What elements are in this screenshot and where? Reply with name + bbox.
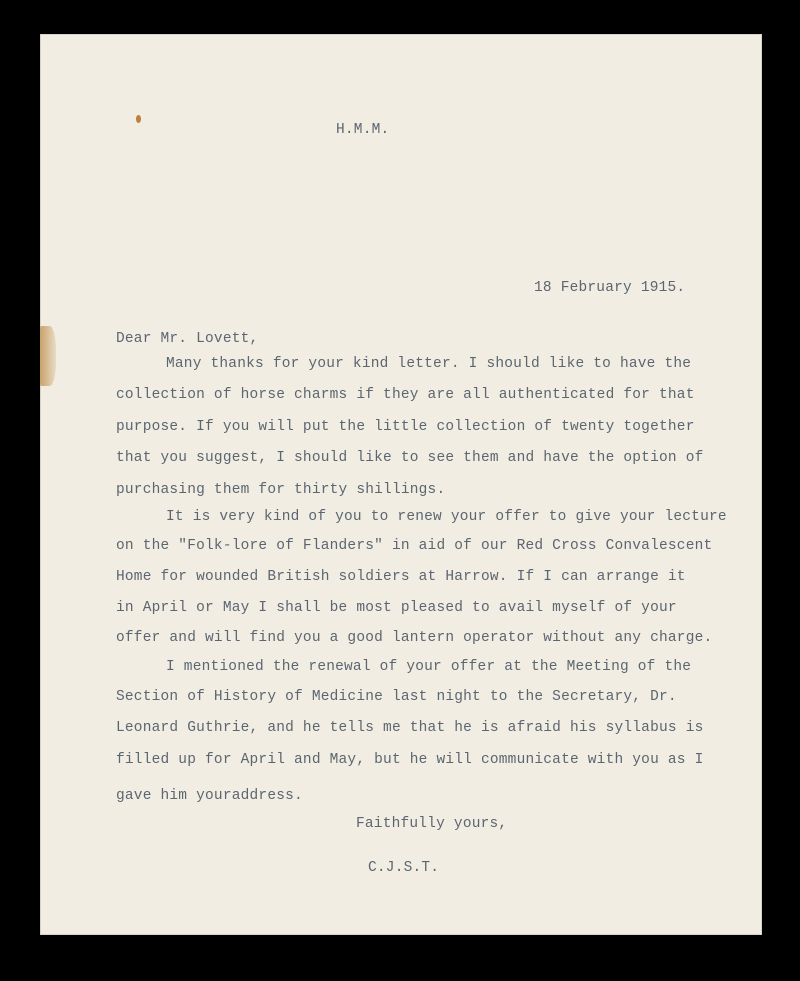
salutation: Dear Mr. Lovett,: [116, 331, 259, 347]
body-line: that you suggest, I should like to see them and have the option of: [116, 450, 704, 466]
edge-damage: [40, 326, 56, 386]
letter-date: 18 February 1915.: [534, 280, 686, 296]
signature: C.J.S.T.: [368, 860, 440, 876]
body-line: I mentioned the renewal of your offer at the Meeting of the: [166, 659, 692, 675]
body-line: Leonard Guthrie, and he tells me that he is afraid his syllabus is: [116, 720, 704, 736]
body-line: Home for wounded British soldiers at Harrow. If I can arrange it: [116, 569, 686, 585]
closing: Faithfully yours,: [356, 816, 508, 832]
rust-stain: [136, 115, 141, 123]
body-line: on the "Folk-lore of Flanders" in aid of our Red Cross Convalescent: [116, 538, 713, 554]
letter-page: [40, 34, 762, 935]
body-line: filled up for April and May, but he will communicate with you as I: [116, 752, 704, 768]
body-line: gave him youraddress.: [116, 788, 303, 804]
body-line: Many thanks for your kind letter. I should like to have the: [166, 356, 692, 372]
body-line: purchasing them for thirty shillings.: [116, 482, 446, 498]
letter-header: H.M.M.: [336, 122, 390, 138]
body-line: purpose. If you will put the little collection of twenty together: [116, 419, 695, 435]
body-line: Section of History of Medicine last night to the Secretary, Dr.: [116, 689, 677, 705]
body-line: collection of horse charms if they are all authenticated for that: [116, 387, 695, 403]
body-line: in April or May I shall be most pleased to avail myself of your: [116, 600, 677, 616]
body-line: offer and will find you a good lantern operator without any charge.: [116, 630, 713, 646]
body-line: It is very kind of you to renew your offer to give your lecture: [166, 509, 727, 525]
